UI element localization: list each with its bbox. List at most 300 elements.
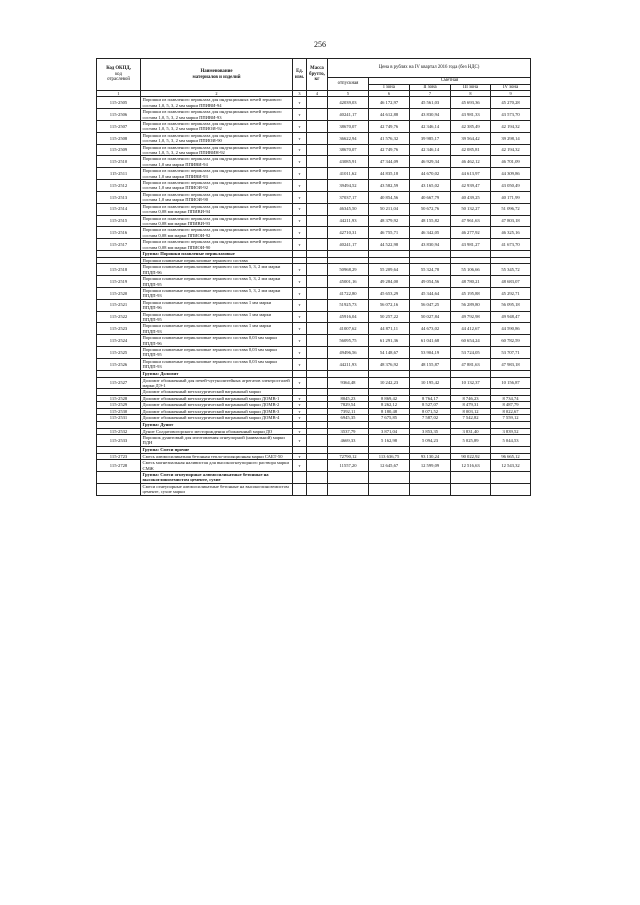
mass-cell: [307, 227, 328, 239]
unit-cell: т: [293, 347, 307, 359]
zone-price-cell: 12 543,32: [491, 460, 531, 472]
empty-cell: [410, 370, 451, 377]
group-name-cell: Группа: Дунит: [141, 421, 293, 428]
zone-price-cell: 8 527,07: [410, 402, 451, 408]
zone-price-cell: 5 162,98: [369, 434, 410, 446]
table-row: [97, 215, 531, 227]
transport-price-cell: 46345,50: [328, 203, 369, 215]
code-cell: [97, 483, 141, 495]
zone-price-cell: 47 961,63: [451, 215, 491, 227]
zone-price-cell: 50 672,76: [410, 203, 451, 215]
transport-price-cell: 36622,94: [328, 132, 369, 144]
mass-cell: [307, 323, 328, 335]
code-cell: 115-2526: [97, 358, 141, 370]
mass-cell: [307, 264, 328, 276]
zone-price-cell: 8 734,74: [491, 395, 531, 401]
zone-price-cell: 3 831,40: [451, 428, 491, 434]
table-row: [97, 264, 531, 276]
table-row: [97, 191, 531, 203]
code-cell: 115-2507: [97, 121, 141, 133]
name-cell: Доломит обожженный металлургический вагранкоый марки: [141, 389, 293, 395]
code-cell: 115-2509: [97, 144, 141, 156]
zone-price-cell: 51 096,72: [491, 203, 531, 215]
unit-cell: т: [293, 264, 307, 276]
empty-cell: [293, 250, 307, 257]
mass-cell: [307, 377, 328, 389]
zone-price-cell: 40 667,79: [410, 191, 451, 203]
table-row: [97, 299, 531, 311]
zone-price-cell: 10 195,42: [410, 377, 451, 389]
zone-price-cell: 41 576,32: [369, 132, 410, 144]
zone-price-cell: 8 022,67: [491, 408, 531, 414]
unit-cell: т: [293, 276, 307, 288]
empty-cell: [491, 471, 531, 483]
transport-price-cell: 7392,11: [328, 408, 369, 414]
zone-price-cell: 44 835,18: [369, 168, 410, 180]
mass-cell: [307, 215, 328, 227]
table-row: [97, 132, 531, 144]
unit-cell: т: [293, 97, 307, 109]
empty-cell: [451, 370, 491, 377]
empty-cell: [410, 421, 451, 428]
zone-price-cell: [410, 483, 451, 495]
zone-price-cell: 44 670,02: [410, 168, 451, 180]
mass-cell: [307, 287, 328, 299]
unit-cell: т: [293, 215, 307, 227]
transport-price-cell: 41011,62: [328, 168, 369, 180]
table-row: [97, 156, 531, 168]
zone-price-cell: 113 636,75: [369, 453, 410, 459]
name-cell: Порошки плавленые периклазовые зернового состава: [141, 257, 293, 263]
table-row: [97, 323, 531, 335]
code-cell: [97, 471, 141, 483]
name-cell: Смесь магнезиальная наливистая для высокоогнеупорного раствора марки СМЖ: [141, 460, 293, 472]
zone-price-cell: 46 755,71: [369, 227, 410, 239]
name-cell: Порошки из плавленого периклаза для индукционных печей зернового состава 0,08 мм марки ППИОИ-90: [141, 239, 293, 251]
code-cell: 115-2524: [97, 335, 141, 347]
zone-header: IV зона: [491, 84, 531, 91]
column-number: 8: [451, 91, 491, 97]
unit-cell: т: [293, 460, 307, 472]
transport-price-cell: 45916,04: [328, 311, 369, 323]
name-cell: Порошки из плавленого периклаза для индукционных печей зернового состава 1,0, 5, 3, 2 мм марки ППИВИ-94: [141, 97, 293, 109]
mass-cell: [307, 239, 328, 251]
code-header: Код ОКПД, код отраслевой: [97, 59, 141, 91]
transport-price-cell: 38670,07: [328, 144, 369, 156]
transport-price-cell: 42710,31: [328, 227, 369, 239]
zone-price-cell: 44 522,98: [369, 239, 410, 251]
zone-price-cell: 39 985,17: [410, 132, 451, 144]
zone-price-cell: 42 346,14: [410, 121, 451, 133]
group-row: [97, 421, 531, 428]
column-number: 5: [328, 91, 369, 97]
mass-cell: [307, 299, 328, 311]
name-cell: Порошки из плавленого периклаза для индукционных печей зернового состава 0,08 мм марки ППИВИ-93: [141, 215, 293, 227]
zone-price-cell: 39 298,14: [491, 132, 531, 144]
mass-cell: [307, 460, 328, 472]
zone-price-cell: 41 673,70: [491, 239, 531, 251]
zone-price-cell: 45 292,71: [491, 287, 531, 299]
empty-cell: [369, 250, 410, 257]
unit-cell: т: [293, 287, 307, 299]
name-cell: Смеси огнеупорные алюмосиликатные бетонные на высокоглиноземистом цементе, сухие марки: [141, 483, 293, 495]
table-row: [97, 276, 531, 288]
unit-cell: т: [293, 121, 307, 133]
zone-price-cell: 44 613,97: [451, 168, 491, 180]
zone-price-cell: 48 376,92: [369, 358, 410, 370]
zone-price-cell: 43 830,94: [410, 239, 451, 251]
code-cell: 115-2529: [97, 402, 141, 408]
code-cell: 115-2514: [97, 203, 141, 215]
zone-price-cell: 44 871,11: [369, 323, 410, 335]
name-cell: Смесь алюмосиликатная бетонная тепло-изоляционная марки САБТ-50: [141, 453, 293, 459]
zone-price-cell: 43 830,94: [410, 109, 451, 121]
code-cell: 115-2505: [97, 97, 141, 109]
zone-price-cell: 40 439,25: [451, 191, 491, 203]
zone-price-cell: 44 612,88: [369, 109, 410, 121]
zone-price-cell: [369, 483, 410, 495]
zone-price-cell: 42 749,76: [369, 144, 410, 156]
empty-cell: [293, 421, 307, 428]
empty-cell: [451, 250, 491, 257]
zone-price-cell: 3 853,35: [410, 428, 451, 434]
unit-cell: т: [293, 415, 307, 421]
unit-cell: т: [293, 227, 307, 239]
zone-price-cell: 49 948,47: [491, 311, 531, 323]
zone-price-cell: 43 573,70: [491, 109, 531, 121]
transport-price-cell: 51925,73: [328, 299, 369, 311]
zone-price-cell: 42 194,32: [491, 144, 531, 156]
group-name-cell: Группа: Доломит: [141, 370, 293, 377]
zone-price-cell: 53 904,19: [410, 347, 451, 359]
code-cell: [97, 250, 141, 257]
name-cell: Порошок дунитовый для изготовления огнеупорной (наивальной) марки ПДН: [141, 434, 293, 446]
empty-cell: [293, 446, 307, 453]
name-cell: Порошки из плавленого периклаза для индукционных печей зернового состава 0,08 мм марки ППИОИ-92: [141, 227, 293, 239]
zone-price-cell: 61 291,36: [369, 335, 410, 347]
code-cell: [97, 421, 141, 428]
group-row: [97, 446, 531, 453]
code-cell: 115-2525: [97, 347, 141, 359]
zone-price-cell: 96 665,12: [491, 453, 531, 459]
zone-price-cell: 50 211,04: [369, 203, 410, 215]
zone-price-cell: 46 462,12: [451, 156, 491, 168]
transport-price-cell: 3537,79: [328, 428, 369, 434]
zone-price-cell: 7 675,85: [369, 415, 410, 421]
transport-price-header: отпускная: [328, 78, 369, 91]
zone-price-cell: 45 270,28: [491, 97, 531, 109]
name-cell: Доломит обожженный металлургический вагранкоый марки ДОМВ-4: [141, 415, 293, 421]
mass-cell: [307, 156, 328, 168]
zone-price-cell: 50 027,84: [410, 311, 451, 323]
zone-price-cell: 44 309,86: [491, 168, 531, 180]
zone-price-cell: 42 939,47: [451, 180, 491, 192]
code-cell: 115-2506: [97, 109, 141, 121]
transport-price-cell: 41722,80: [328, 287, 369, 299]
empty-cell: [307, 421, 328, 428]
name-header: Наименование материалов и изделий: [141, 59, 293, 91]
zone-price-cell: 46 277,92: [451, 227, 491, 239]
zone-price-cell: 8 071,52: [410, 408, 451, 414]
zone-price-cell: 46 342,05: [410, 227, 451, 239]
unit-cell: т: [293, 132, 307, 144]
zone-price-cell: 42 385,49: [451, 121, 491, 133]
zone-price-cell: 60 782,59: [491, 335, 531, 347]
mass-cell: [307, 203, 328, 215]
zone-price-cell: 3 871,04: [369, 428, 410, 434]
unit-cell: [293, 483, 307, 495]
unit-cell: т: [293, 299, 307, 311]
zone-price-cell: 42 194,32: [491, 121, 531, 133]
transport-price-cell: 37037,17: [328, 191, 369, 203]
zone-price-cell: 42 749,76: [369, 121, 410, 133]
code-cell: 115-2517: [97, 239, 141, 251]
zone-price-cell: 40 171,99: [491, 191, 531, 203]
transport-price-cell: 11557,20: [328, 460, 369, 472]
empty-cell: [328, 471, 369, 483]
group-name-cell: Группа: Порошки плавленые периклазовые: [141, 250, 293, 257]
transport-price-cell: 7829,54: [328, 402, 369, 408]
price-table: [96, 58, 531, 496]
zone-header: III зона: [451, 84, 491, 91]
name-cell: Порошки плавленые периклазовые зернового состава 5, 3, 2 мм марки ППДП-93: [141, 287, 293, 299]
zone-price-cell: 55 324,78: [410, 264, 451, 276]
code-cell: 115-2519: [97, 276, 141, 288]
code-cell: 115-2531: [97, 415, 141, 421]
transport-price-cell: 40241,17: [328, 239, 369, 251]
table-row: [97, 358, 531, 370]
zone-price-cell: 53 724,05: [451, 347, 491, 359]
empty-cell: [307, 250, 328, 257]
zone-price-cell: 7 559,12: [491, 415, 531, 421]
zone-price-cell: 10 132,37: [451, 377, 491, 389]
zone-price-cell: 55 209,64: [369, 264, 410, 276]
transport-price-cell: 9364,48: [328, 377, 369, 389]
zone-price-cell: 7 587,02: [410, 415, 451, 421]
table-body: [97, 97, 531, 495]
group-row: [97, 370, 531, 377]
unit-cell: т: [293, 191, 307, 203]
transport-price-cell: 39494,52: [328, 180, 369, 192]
transport-price-cell: 43085,91: [328, 156, 369, 168]
zone-price-cell: 42 085,81: [451, 144, 491, 156]
empty-cell: [491, 421, 531, 428]
column-number: 2: [141, 91, 293, 97]
table-row: [97, 287, 531, 299]
empty-cell: [410, 471, 451, 483]
unit-cell: т: [293, 428, 307, 434]
zone-price-cell: 12 516,63: [451, 460, 491, 472]
zone-price-cell: 49 284,00: [369, 276, 410, 288]
name-cell: Порошки плавленые периклазовые зернового состава 1 мм марки ППДП-93: [141, 323, 293, 335]
empty-cell: [293, 370, 307, 377]
table-row: [97, 434, 531, 446]
zone-price-cell: 8 479,31: [451, 402, 491, 408]
price-header: Цена в рублях на IV квартал 2016 года (без НДС): [328, 59, 531, 78]
zone-price-cell: 5 044,53: [491, 434, 531, 446]
zone-price-cell: 47 983,18: [491, 358, 531, 370]
table-row: [97, 144, 531, 156]
zone-price-cell: 40 854,56: [369, 191, 410, 203]
column-number: 1: [97, 91, 141, 97]
unit-cell: т: [293, 144, 307, 156]
code-cell: 115-2728: [97, 460, 141, 472]
name-cell: Доломит обожженный металлургический вагранкоый марки ДОМВ-3: [141, 408, 293, 414]
name-cell: Порошки плавленые периклазовые зернового состава 0,03 мм марки ППДП-93: [141, 358, 293, 370]
empty-cell: [491, 446, 531, 453]
zone-price-cell: 50 132,27: [451, 203, 491, 215]
name-cell: Порошки плавленые периклазовые зернового состава 5, 3, 2 мм марки ППДП-95: [141, 276, 293, 288]
zone-price-cell: 47 881,63: [451, 358, 491, 370]
unit-cell: т: [293, 168, 307, 180]
zone-price-cell: 46 701,09: [491, 156, 531, 168]
smeta-price-header: Сметная: [369, 78, 531, 85]
mass-cell: [307, 335, 328, 347]
empty-cell: [451, 471, 491, 483]
empty-cell: [491, 370, 531, 377]
zone-price-cell: 48 155,87: [410, 358, 451, 370]
mass-cell: [307, 132, 328, 144]
name-cell: Порошки из плавленого периклаза для индукционных печей зернового состава 1,0 мм марки ППИОИ-90: [141, 191, 293, 203]
empty-cell: [328, 446, 369, 453]
zone-price-cell: [491, 483, 531, 495]
code-cell: 115-2530: [97, 408, 141, 414]
unit-cell: т: [293, 156, 307, 168]
mass-cell: [307, 347, 328, 359]
code-cell: 115-2533: [97, 434, 141, 446]
empty-cell: [491, 250, 531, 257]
zone-price-cell: 54 148,67: [369, 347, 410, 359]
table-row: [97, 377, 531, 389]
empty-cell: [451, 421, 491, 428]
zone-price-cell: [451, 483, 491, 495]
unit-cell: т: [293, 395, 307, 401]
zone-price-cell: 7 542,82: [451, 415, 491, 421]
name-cell: Порошки из плавленого периклаза для индукционных печей зернового состава 1,0, 5, 3, 2 мм марки ППИВИН-92: [141, 144, 293, 156]
zone-price-cell: 48 780,21: [451, 276, 491, 288]
zone-price-cell: 5 094,23: [410, 434, 451, 446]
transport-price-cell: 44211,93: [328, 358, 369, 370]
zone-price-cell: 49 054,56: [410, 276, 451, 288]
transport-price-cell: 49496,56: [328, 347, 369, 359]
code-cell: 115-2520: [97, 287, 141, 299]
empty-cell: [307, 446, 328, 453]
mass-cell: [307, 144, 328, 156]
name-cell: Порошки из плавленого периклаза для индукционных печей зернового состава 1,0 мм марки ППИВИ-93: [141, 168, 293, 180]
name-cell: Порошки из плавленого периклаза для индукционных печей зернового состава 0,08 мм марки ППИВИ-94: [141, 203, 293, 215]
mass-header: Масса брутто, кг: [307, 59, 328, 91]
empty-cell: [410, 250, 451, 257]
unit-cell: т: [293, 180, 307, 192]
name-cell: Порошки плавленые периклазовые зернового состава 1 мм марки ППДП-96: [141, 299, 293, 311]
table-row: [97, 203, 531, 215]
code-cell: 115-2510: [97, 156, 141, 168]
empty-cell: [369, 446, 410, 453]
table-row: [97, 311, 531, 323]
column-number: 6: [369, 91, 410, 97]
unit-header: Ед. изм.: [293, 59, 307, 91]
transport-price-cell: [328, 483, 369, 495]
zone-price-cell: 56 072,16: [369, 299, 410, 311]
unit-cell: т: [293, 453, 307, 459]
transport-price-cell: 4669,33: [328, 434, 369, 446]
zone-price-cell: 39 564,42: [451, 132, 491, 144]
zone-price-cell: 45 195,88: [451, 287, 491, 299]
group-row: [97, 471, 531, 483]
table-row: [97, 180, 531, 192]
zone-price-cell: 8 746,23: [451, 395, 491, 401]
name-cell: Порошки плавленые периклазовые зернового состава 5, 3, 2 мм марки ППДП-96: [141, 264, 293, 276]
mass-cell: [307, 180, 328, 192]
table-row: [97, 335, 531, 347]
zone-price-cell: 56 289,80: [451, 299, 491, 311]
unit-cell: т: [293, 311, 307, 323]
mass-cell: [307, 168, 328, 180]
name-cell: Порошки из плавленого периклаза для индукционных печей зернового состава 1,0, 5, 3, 2 мм марки ППИОИ-92: [141, 121, 293, 133]
page-number: 256: [314, 40, 326, 49]
mass-cell: [307, 276, 328, 288]
zone-price-cell: 10 156,87: [491, 377, 531, 389]
zone-price-cell: 44 590,86: [491, 323, 531, 335]
transport-price-cell: 44211,93: [328, 215, 369, 227]
zone-price-cell: 60 654,24: [451, 335, 491, 347]
group-name-cell: Группа: Смеси огнеупорные алюмосиликатные бетонные на высокоглиноземистом цементе, сухие: [141, 471, 293, 483]
code-cell: 115-2511: [97, 168, 141, 180]
zone-price-cell: 3 839,52: [491, 428, 531, 434]
code-cell: 115-2532: [97, 428, 141, 434]
zone-price-cell: 45 561,03: [410, 97, 451, 109]
code-cell: [97, 446, 141, 453]
table-row: [97, 109, 531, 121]
zone-price-cell: 56 095,18: [491, 299, 531, 311]
code-cell: [97, 370, 141, 377]
table-row: [97, 483, 531, 495]
table-row: [97, 168, 531, 180]
transport-price-cell: 72790,12: [328, 453, 369, 459]
name-cell: Порошки из плавленого периклаза для индукционных печей зернового состава 1,0 мм марки ППИВИ-94: [141, 156, 293, 168]
unit-cell: т: [293, 203, 307, 215]
zone-price-cell: 55 106,66: [451, 264, 491, 276]
mass-cell: [307, 311, 328, 323]
zone-price-cell: 43 981,33: [451, 109, 491, 121]
name-cell: Доломит обожженный металлургический вагранкоый марки ДОМВ-2: [141, 402, 293, 408]
code-cell: 115-2515: [97, 215, 141, 227]
zone-price-cell: 90 022,92: [451, 453, 491, 459]
empty-cell: [451, 446, 491, 453]
zone-price-cell: 45 344,64: [410, 287, 451, 299]
zone-price-cell: 8 262,12: [369, 402, 410, 408]
zone-price-cell: 50 257,22: [369, 311, 410, 323]
unit-cell: т: [293, 109, 307, 121]
zone-price-cell: 43 050,49: [491, 180, 531, 192]
zone-price-cell: 8 003,12: [451, 408, 491, 414]
transport-price-cell: 42039,03: [328, 97, 369, 109]
code-cell: 115-2528: [97, 395, 141, 401]
code-cell: 115-2518: [97, 264, 141, 276]
transport-price-cell: 38670,07: [328, 121, 369, 133]
transport-price-cell: 45001,16: [328, 276, 369, 288]
zone-price-cell: 12 645,67: [369, 460, 410, 472]
zone-price-cell: 93 130,24: [410, 453, 451, 459]
code-cell: 115-2508: [97, 132, 141, 144]
zone-header: I зона: [369, 84, 410, 91]
empty-cell: [328, 421, 369, 428]
name-cell: Порошки из плавленого периклаза для индукционных печей зернового состава 1,0, 5, 3, 2 мм марки ППИОИ-90: [141, 132, 293, 144]
transport-price-cell: 41007,62: [328, 323, 369, 335]
zone-price-cell: 44 673,02: [410, 323, 451, 335]
code-cell: 115-2522: [97, 311, 141, 323]
zone-price-cell: 48 683,07: [491, 276, 531, 288]
